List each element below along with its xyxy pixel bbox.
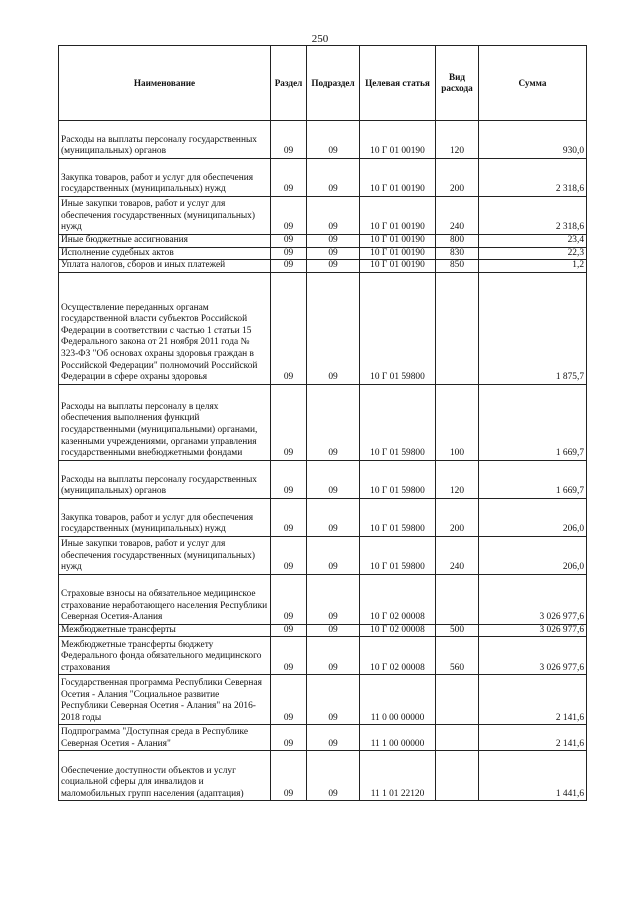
row-target-article: 11 1 01 22120 <box>360 751 436 801</box>
row-subsection: 09 <box>307 247 360 260</box>
row-section: 09 <box>271 536 307 574</box>
row-expense-type: 850 <box>436 260 479 273</box>
table-row <box>59 675 587 725</box>
row-target-article: 10 Г 01 00190 <box>360 197 436 235</box>
row-subsection: 09 <box>307 637 360 675</box>
row-subsection: 09 <box>307 235 360 248</box>
row-sum: 23,4 <box>479 235 587 248</box>
header-subsection: Подраздел <box>307 46 360 121</box>
row-expense-type: 120 <box>436 460 479 498</box>
header-name: Наименование <box>59 46 271 121</box>
row-section: 09 <box>271 159 307 197</box>
row-name: Закупка товаров, работ и услуг для обеспечения государственных (муниципальных) нужд <box>59 159 271 197</box>
row-name: Межбюджетные трансферты бюджету Федерального фонда обязательного медицинского страхования <box>59 637 271 675</box>
row-target-article: 10 Г 02 00008 <box>360 624 436 637</box>
row-expense-type: 800 <box>436 235 479 248</box>
row-target-article: 10 Г 02 00008 <box>360 574 436 624</box>
row-target-article: 10 Г 01 00190 <box>360 235 436 248</box>
row-target-article: 10 Г 01 59800 <box>360 384 436 460</box>
row-subsection: 09 <box>307 460 360 498</box>
row-sum: 1 875,7 <box>479 272 587 384</box>
row-expense-type <box>436 574 479 624</box>
row-name: Подпрограмма "Доступная среда в Республике Северная Осетия - Алания" <box>59 725 271 751</box>
row-expense-type: 560 <box>436 637 479 675</box>
row-sum: 1 669,7 <box>479 384 587 460</box>
row-target-article: 10 Г 02 00008 <box>360 637 436 675</box>
row-sum: 2 141,6 <box>479 725 587 751</box>
row-name: Страховые взносы на обязательное медицинское страхование неработающего населения Республики Северная Осетия-Алания <box>59 574 271 624</box>
row-expense-type: 100 <box>436 384 479 460</box>
row-expense-type: 200 <box>436 159 479 197</box>
table-body <box>59 121 587 801</box>
row-name: Исполнение судебных актов <box>59 247 271 260</box>
row-name: Межбюджетные трансферты <box>59 624 271 637</box>
table-row <box>59 498 587 536</box>
row-section: 09 <box>271 272 307 384</box>
row-sum: 206,0 <box>479 498 587 536</box>
row-expense-type <box>436 725 479 751</box>
row-section: 09 <box>271 260 307 273</box>
row-sum: 1 669,7 <box>479 460 587 498</box>
row-target-article: 10 Г 01 59800 <box>360 498 436 536</box>
row-subsection: 09 <box>307 536 360 574</box>
table-row <box>59 260 587 273</box>
budget-table <box>58 45 587 801</box>
row-target-article: 10 Г 01 59800 <box>360 272 436 384</box>
header-section: Раздел <box>271 46 307 121</box>
table-row <box>59 725 587 751</box>
row-subsection: 09 <box>307 272 360 384</box>
row-expense-type: 200 <box>436 498 479 536</box>
row-name: Иные закупки товаров, работ и услуг для обеспечения государственных (муниципальных) нужд <box>59 197 271 235</box>
row-section: 09 <box>271 574 307 624</box>
row-section: 09 <box>271 624 307 637</box>
row-name: Иные бюджетные ассигнования <box>59 235 271 248</box>
row-target-article: 10 Г 01 00190 <box>360 159 436 197</box>
row-sum: 2 318,6 <box>479 197 587 235</box>
row-subsection: 09 <box>307 384 360 460</box>
row-name: Осуществление переданных органам государственной власти субъектов Российской Федерации в соответствии с частью 1 статьи 15 Федерального закона от 21 ноября 2011 года № 323-ФЗ "Об основах охраны здоровья граждан в Российской Федерации" полномочий Российской Федерации в сфере охраны здоровья <box>59 272 271 384</box>
row-subsection: 09 <box>307 121 360 159</box>
row-expense-type: 240 <box>436 536 479 574</box>
row-expense-type: 500 <box>436 624 479 637</box>
table-row <box>59 574 587 624</box>
row-target-article: 11 0 00 00000 <box>360 675 436 725</box>
row-expense-type: 120 <box>436 121 479 159</box>
row-subsection: 09 <box>307 574 360 624</box>
page-number: 250 <box>311 33 329 45</box>
row-sum: 930,0 <box>479 121 587 159</box>
row-name: Государственная программа Республики Северная Осетия - Алания "Социальное развитие Республики Северная Осетия - Алания" на 2016-2018 годы <box>59 675 271 725</box>
table-row <box>59 197 587 235</box>
row-sum: 3 026 977,6 <box>479 624 587 637</box>
row-subsection: 09 <box>307 498 360 536</box>
table-row <box>59 624 587 637</box>
row-sum: 2 141,6 <box>479 675 587 725</box>
header-sum: Сумма <box>479 46 587 121</box>
header-expense-type: Вид расхода <box>436 46 479 121</box>
row-subsection: 09 <box>307 751 360 801</box>
table-header-row <box>59 46 587 121</box>
row-name: Иные закупки товаров, работ и услуг для обеспечения государственных (муниципальных) нужд <box>59 536 271 574</box>
row-name: Расходы на выплаты персоналу государственных (муниципальных) органов <box>59 460 271 498</box>
row-subsection: 09 <box>307 624 360 637</box>
row-target-article: 10 Г 01 59800 <box>360 536 436 574</box>
table-row <box>59 751 587 801</box>
row-expense-type <box>436 272 479 384</box>
table-row <box>59 121 587 159</box>
row-expense-type: 830 <box>436 247 479 260</box>
row-name: Обеспечение доступности объектов и услуг социальной сферы для инвалидов и маломобильных групп населения (адаптация) <box>59 751 271 801</box>
row-name: Расходы на выплаты персоналу государственных (муниципальных) органов <box>59 121 271 159</box>
table-row <box>59 384 587 460</box>
row-expense-type <box>436 751 479 801</box>
row-sum: 3 026 977,6 <box>479 637 587 675</box>
row-expense-type <box>436 675 479 725</box>
row-subsection: 09 <box>307 260 360 273</box>
table-row <box>59 247 587 260</box>
row-sum: 22,3 <box>479 247 587 260</box>
row-section: 09 <box>271 460 307 498</box>
row-target-article: 10 Г 01 00190 <box>360 260 436 273</box>
row-section: 09 <box>271 675 307 725</box>
row-target-article: 11 1 00 00000 <box>360 725 436 751</box>
table-row <box>59 536 587 574</box>
table-row <box>59 460 587 498</box>
table-row <box>59 272 587 384</box>
row-section: 09 <box>271 751 307 801</box>
row-subsection: 09 <box>307 675 360 725</box>
row-section: 09 <box>271 121 307 159</box>
row-subsection: 09 <box>307 725 360 751</box>
header-target-article: Целевая статья <box>360 46 436 121</box>
row-subsection: 09 <box>307 159 360 197</box>
row-sum: 1,2 <box>479 260 587 273</box>
row-name: Расходы на выплаты персоналу в целях обеспечения выполнения функций государственными (муниципальными) органами, казенными учреждениями, органами управления государственными внебюджетными фондами <box>59 384 271 460</box>
table-row <box>59 637 587 675</box>
row-name: Закупка товаров, работ и услуг для обеспечения государственных (муниципальных) нужд <box>59 498 271 536</box>
row-section: 09 <box>271 725 307 751</box>
row-sum: 1 441,6 <box>479 751 587 801</box>
row-sum: 3 026 977,6 <box>479 574 587 624</box>
row-target-article: 10 Г 01 00190 <box>360 121 436 159</box>
table-row <box>59 159 587 197</box>
row-section: 09 <box>271 235 307 248</box>
row-section: 09 <box>271 498 307 536</box>
row-subsection: 09 <box>307 197 360 235</box>
row-sum: 2 318,6 <box>479 159 587 197</box>
row-section: 09 <box>271 384 307 460</box>
row-section: 09 <box>271 197 307 235</box>
row-target-article: 10 Г 01 00190 <box>360 247 436 260</box>
table-row <box>59 235 587 248</box>
row-section: 09 <box>271 247 307 260</box>
row-sum: 206,0 <box>479 536 587 574</box>
row-section: 09 <box>271 637 307 675</box>
row-target-article: 10 Г 01 59800 <box>360 460 436 498</box>
row-expense-type: 240 <box>436 197 479 235</box>
row-name: Уплата налогов, сборов и иных платежей <box>59 260 271 273</box>
